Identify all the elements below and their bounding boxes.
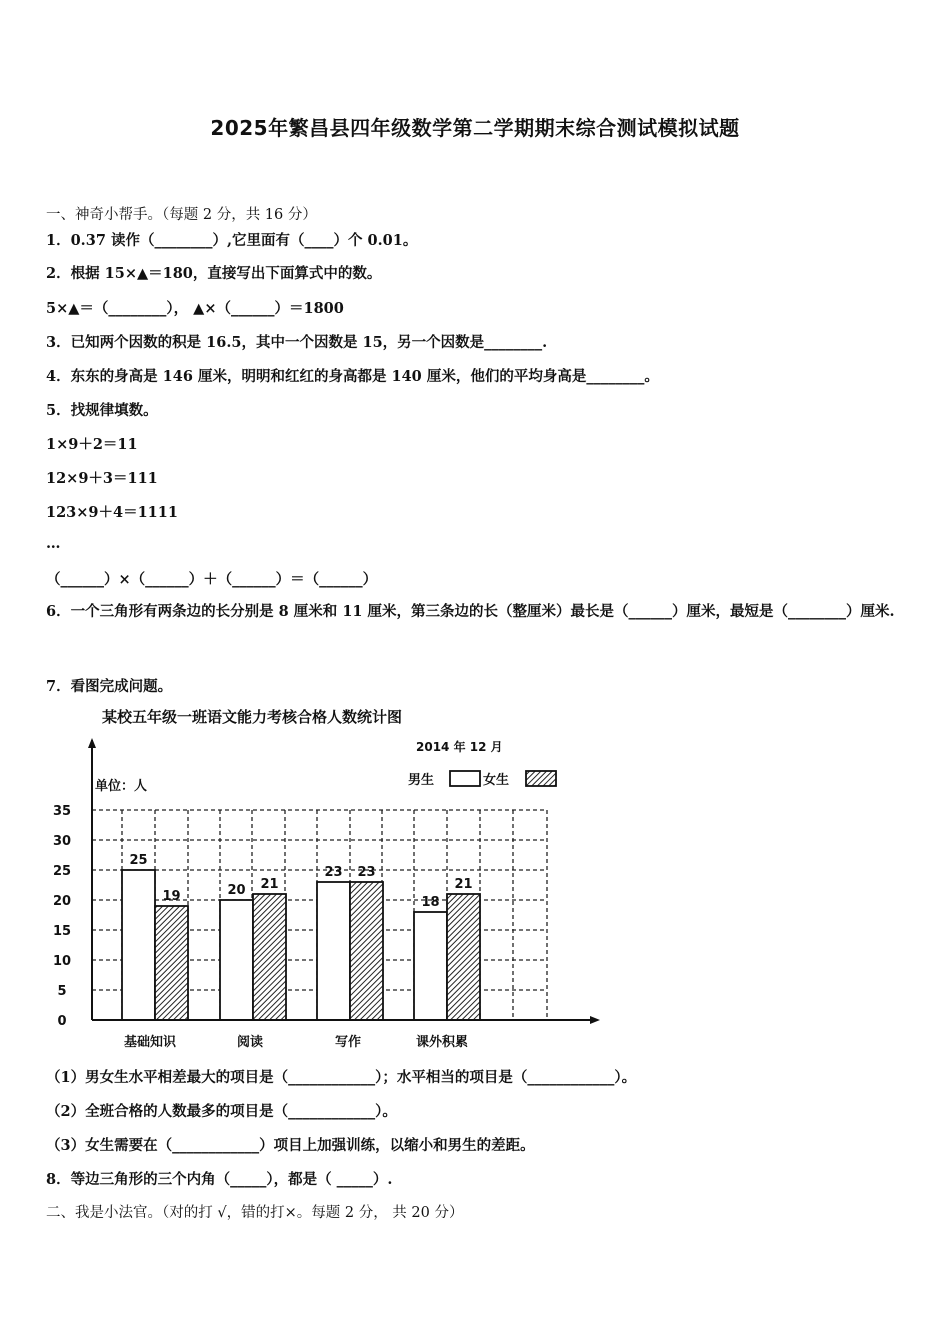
y-tick-label-30: 30	[52, 834, 72, 849]
page-title: 2025年繁昌县四年级数学第二学期期末综合测试模拟试题	[210, 116, 740, 140]
bar-boys-1	[220, 900, 253, 1020]
chart-subtitle: 2014 年 12 月	[416, 740, 503, 754]
bar-girls-0	[155, 906, 188, 1020]
x-category-label-2: 写作	[334, 1035, 362, 1050]
x-axis-arrow	[590, 1016, 600, 1024]
question-1: 1．0.37 读作（________）,它里面有（____）个 0.01。	[46, 232, 418, 249]
section-2-heading: 二、我是小法官。（对的打 √，错的打×。每题 2 分， 共 20 分）	[46, 1205, 464, 1221]
bar-boys-2	[317, 882, 350, 1020]
y-tick-label-35: 35	[52, 804, 72, 819]
y-tick-label-25: 25	[52, 864, 72, 879]
bar-value-label-boys-0: 25	[129, 853, 148, 868]
legend-swatch-girls	[526, 771, 556, 786]
bar-girls-1	[253, 894, 286, 1020]
bar-value-label-boys-1: 20	[227, 883, 246, 898]
question-8: 8．等边三角形的三个内角（_____），都是（ _____）.	[46, 1171, 393, 1188]
y-tick-label-10: 10	[52, 954, 72, 969]
bar-girls-3	[447, 894, 480, 1020]
x-category-label-1: 阅读	[236, 1035, 264, 1050]
bar-value-label-boys-3: 18	[421, 895, 440, 910]
question-6: 6．一个三角形有两条边的长分别是 8 厘米和 11 厘米，第三条边的长（整厘米）最长是（______）厘米，最短是（________）厘米.	[46, 603, 895, 620]
question-2-formula: 5×▲＝（________）， ▲×（______）＝1800	[46, 300, 344, 317]
question-2: 2．根据 15×▲＝180，直接写出下面算式中的数。	[46, 265, 382, 282]
question-5: 5．找规律填数。	[46, 402, 158, 419]
bar-value-label-girls-0: 19	[162, 889, 181, 904]
bar-value-label-girls-2: 23	[357, 865, 376, 880]
chart-legend	[408, 771, 556, 788]
bar-boys-0	[122, 870, 155, 1020]
question-4: 4．东东的身高是 146 厘米，明明和红红的身高都是 140 厘米，他们的平均身高是________。	[46, 368, 659, 385]
bar-value-label-boys-2: 23	[324, 865, 343, 880]
y-axis-arrow	[88, 738, 96, 748]
y-tick-label-5: 5	[57, 984, 67, 999]
chart-unit: 单位：人	[95, 779, 148, 794]
question-5-line-2: 12×9＋3＝111	[46, 470, 158, 487]
question-5-answer-blank: （______）×（______）＋（______）＝（______）	[46, 571, 378, 588]
question-7-part-1: （1）男女生水平相差最大的项目是（____________）；水平相当的项目是（____________）。	[46, 1069, 637, 1086]
chart-title: 某校五年级一班语文能力考核合格人数统计图	[102, 708, 403, 726]
bar-girls-2	[350, 882, 383, 1020]
question-5-line-3: 123×9＋4＝1111	[46, 504, 178, 521]
bar-chart	[40, 700, 620, 1055]
legend-swatch-boys	[450, 771, 480, 786]
question-5-line-1: 1×9＋2＝11	[46, 436, 138, 453]
x-category-label-0: 基础知识	[123, 1035, 177, 1050]
question-5-ellipsis: …	[46, 535, 61, 552]
legend-label-girls: 女生	[483, 773, 510, 788]
section-1-heading: 一、神奇小帮手。（每题 2 分，共 16 分）	[46, 207, 317, 223]
y-tick-label-15: 15	[52, 924, 72, 939]
question-3: 3．已知两个因数的积是 16.5，其中一个因数是 15，另一个因数是________.	[46, 334, 548, 351]
y-tick-label-20: 20	[52, 894, 72, 909]
bar-value-label-girls-3: 21	[454, 877, 473, 892]
bar-value-label-girls-1: 21	[260, 877, 279, 892]
bar-boys-3	[414, 912, 447, 1020]
legend-label-boys: 男生	[408, 773, 435, 788]
question-7-part-3: （3）女生需要在（____________）项目上加强训练，以缩小和男生的差距。	[46, 1137, 535, 1154]
question-7: 7．看图完成问题。	[46, 678, 173, 695]
y-tick-label-0: 0	[57, 1014, 67, 1029]
question-7-part-2: （2）全班合格的人数最多的项目是（____________）。	[46, 1103, 397, 1120]
x-category-label-3: 课外积累	[415, 1035, 469, 1050]
